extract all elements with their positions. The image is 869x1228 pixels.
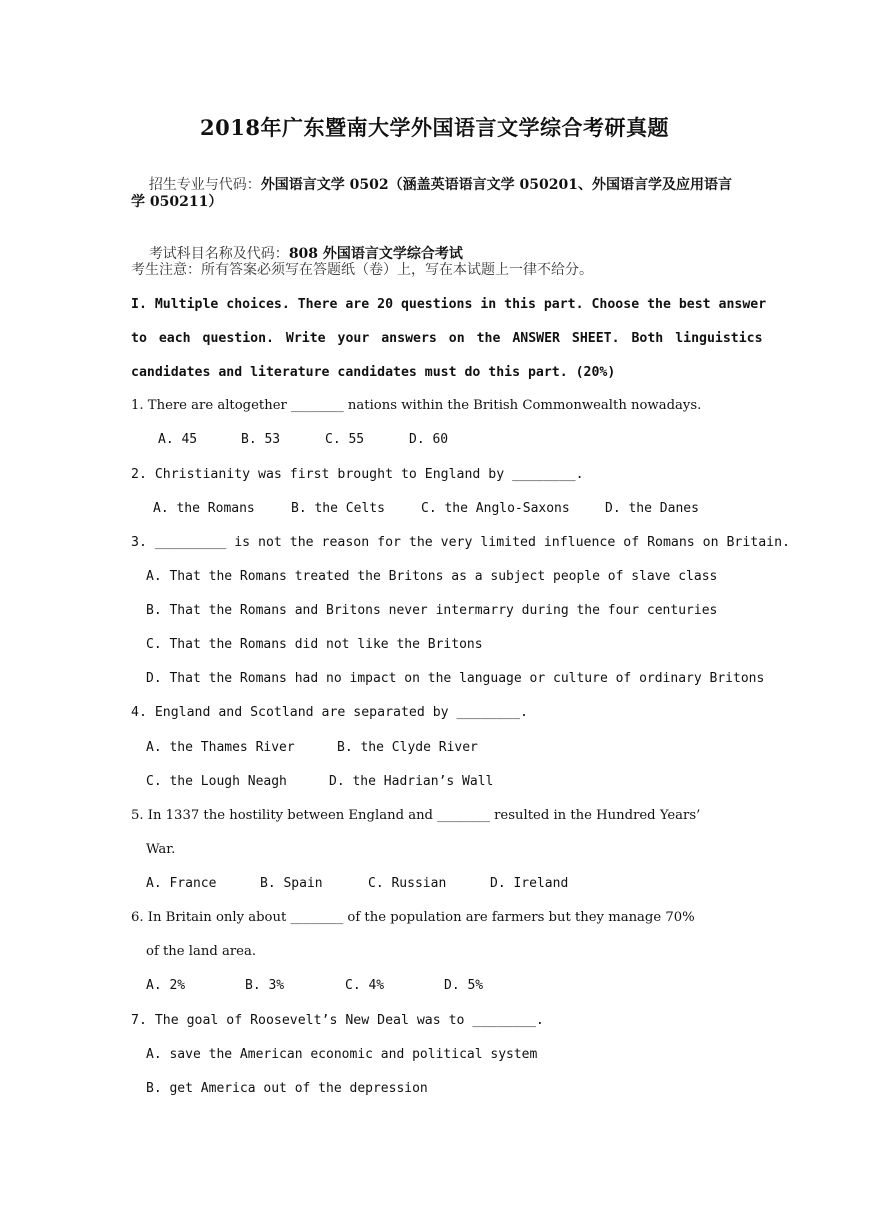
major-value-cont: 学 050211） [131, 194, 223, 210]
page-title: 2018年广东暨南大学外国语言文学综合考研真题 [200, 115, 669, 140]
q2-option-d: D. the Danes [605, 501, 699, 516]
q6-option-c: C. 4% [345, 978, 385, 993]
q2-option-b: B. the Celts [291, 501, 385, 516]
q3-option-d: D. That the Romans had no impact on the language or culture of ordinary Britons [146, 671, 765, 686]
question-2-text: 2. Christianity was first brought to England by ________. [131, 467, 584, 482]
q2-option-c: C. the Anglo-Saxons [421, 501, 570, 516]
question-7-text: 7. The goal of Roosevelt’s New Deal was to ________. [131, 1013, 544, 1028]
q4-option-a: A. the Thames River [146, 740, 295, 755]
q3-option-c: C. That the Romans did not like the Britons [146, 637, 483, 652]
q1-option-b: B. 53 [241, 432, 281, 447]
q1-option-d: D. 60 [409, 432, 449, 447]
section-instruction-1: I. Multiple choices. There are 20 questions in this part. Choose the best answer [131, 297, 767, 312]
question-3-text: 3. _________ is not the reason for the very limited influence of Romans on Britain. [131, 535, 790, 550]
major-label: 招生专业与代码： [148, 177, 261, 193]
major-value: 外国语言文学 0502（涵盖英语语言文学 050201、外国语言学及应用语言 [260, 177, 732, 193]
q6-option-d: D. 5% [444, 978, 484, 993]
q3-option-a: A. That the Romans treated the Britons as a subject people of slave class [146, 569, 718, 584]
q5-option-c: C. Russian [368, 876, 447, 891]
question-5-text-cont: War. [146, 842, 176, 857]
q4-option-d: D. the Hadrian’s Wall [329, 774, 494, 789]
q4-option-c: C. the Lough Neagh [146, 774, 287, 789]
q3-option-b: B. That the Romans and Britons never intermarry during the four centuries [146, 603, 718, 618]
q7-option-a: A. save the American economic and political system [146, 1047, 538, 1062]
subject-value: 808 外国语言文学综合考试 [288, 246, 463, 262]
q1-option-c: C. 55 [325, 432, 365, 447]
question-1-text: 1. There are altogether ________ nations within the British Commonwealth nowadays. [131, 398, 702, 413]
notice-line: 考生注意：所有答案必须写在答题纸（卷）上，写在本试题上一律不给分。 [131, 262, 593, 278]
q6-option-b: B. 3% [245, 978, 285, 993]
q4-option-b: B. the Clyde River [337, 740, 478, 755]
question-5-text: 5. In 1337 the hostility between England and ________ resulted in the Hundred Years’ [131, 808, 701, 823]
question-6-text-cont: of the land area. [146, 944, 257, 959]
subject-label: 考试科目名称及代码： [148, 246, 289, 262]
q1-option-a: A. 45 [158, 432, 198, 447]
section-instruction-2: to each question. Write your answers on the ANSWER SHEET. Both linguistics [131, 331, 763, 346]
question-6-text: 6. In Britain only about ________ of the population are farmers but they manage 70% [131, 910, 695, 925]
q2-option-a: A. the Romans [153, 501, 255, 516]
q6-option-a: A. 2% [146, 978, 186, 993]
section-instruction-3: candidates and literature candidates must do this part. (20%) [131, 365, 616, 380]
q5-option-a: A. France [146, 876, 217, 891]
q5-option-b: B. Spain [260, 876, 323, 891]
q7-option-b: B. get America out of the depression [146, 1081, 428, 1096]
question-4-text: 4. England and Scotland are separated by ________. [131, 705, 528, 720]
q5-option-d: D. Ireland [490, 876, 569, 891]
